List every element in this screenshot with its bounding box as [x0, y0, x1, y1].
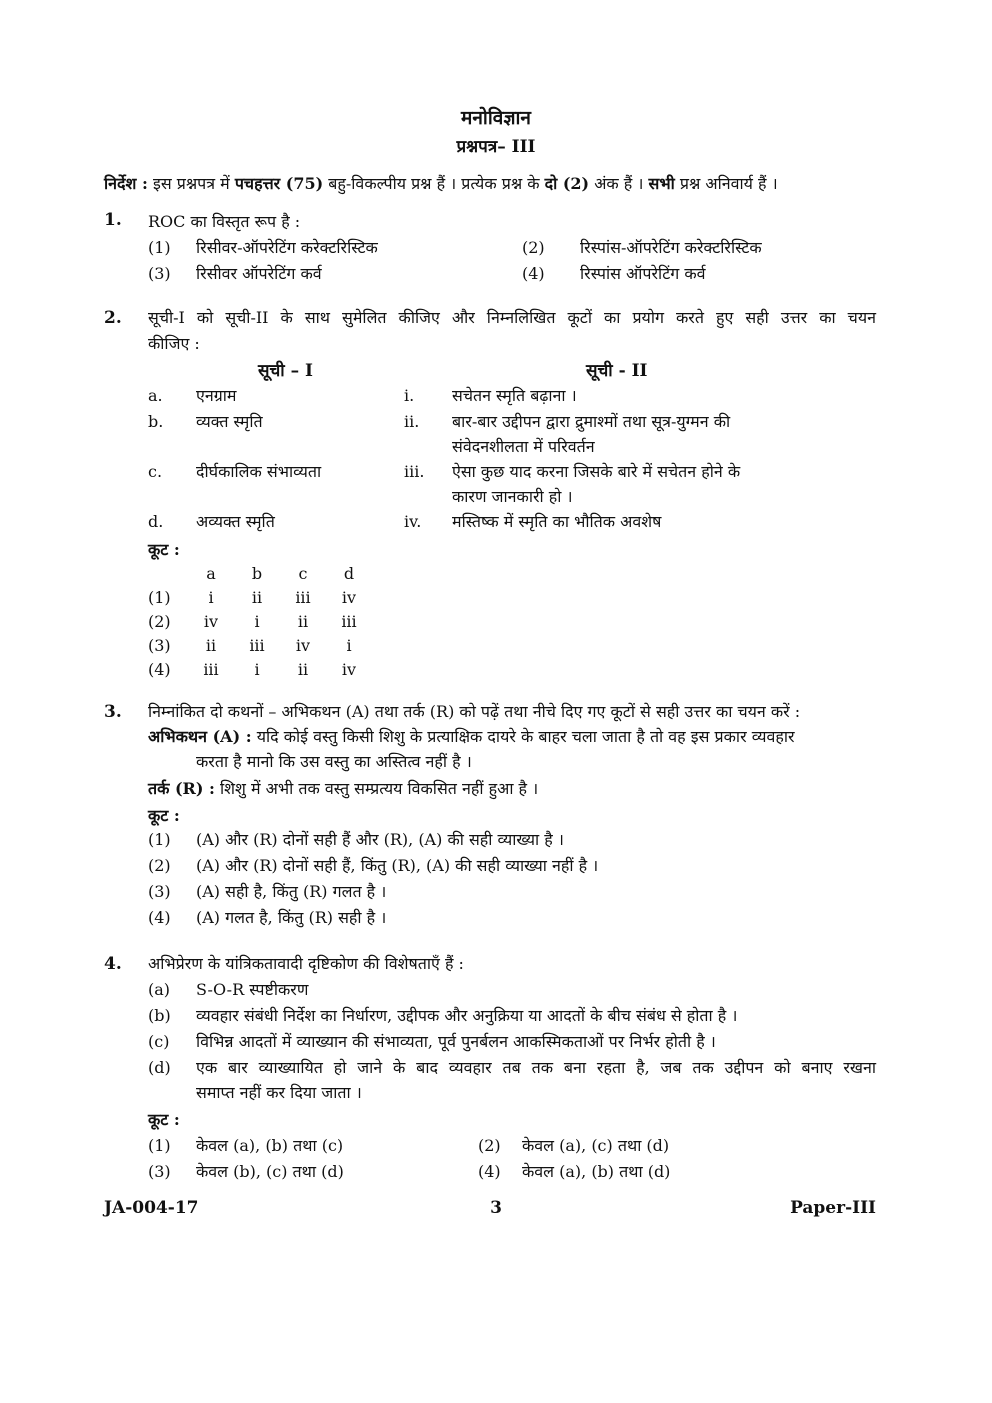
code-cell: i	[208, 588, 214, 607]
list1-key: d.	[148, 512, 164, 531]
code-head: d	[343, 564, 355, 583]
item-text: विभिन्न आदतों में व्याख्यान की संभाव्यता, पूर्व पुनर्बलन आकस्मिकताओं पर निर्भर होती है ।	[196, 1032, 716, 1051]
item-key: (d)	[148, 1058, 171, 1077]
code-cell: iv	[341, 588, 357, 607]
list2-item: मस्तिष्क में स्मृति का भौतिक अवशेष	[452, 512, 662, 531]
list2-item: बार-बार उद्दीपन द्वारा द्रुमाश्मों तथा सूत्र-युग्मन की	[452, 412, 731, 431]
question-number: 4.	[104, 954, 122, 974]
code-head: b	[251, 564, 263, 583]
code-label: कूट :	[148, 540, 180, 559]
question-count: पचहत्तर (75)	[234, 174, 324, 193]
code-label: कूट :	[148, 806, 180, 825]
list2-item: ऐसा कुछ याद करना जिसके बारे में सचेतन होने के	[452, 462, 741, 481]
option-number: (1)	[148, 1136, 171, 1155]
option-number: (2)	[522, 238, 545, 257]
list2-key: ii.	[404, 412, 420, 431]
page-number: 3	[490, 1198, 502, 1218]
question-text-cont: कीजिए :	[148, 334, 200, 353]
item-key: (c)	[148, 1032, 170, 1051]
option-number: (1)	[148, 830, 171, 849]
code-row-number: (3)	[148, 636, 171, 655]
code-cell: ii	[205, 636, 217, 655]
code-head: a	[206, 564, 216, 583]
assertion-label: अभिकथन (A) :	[148, 727, 252, 746]
item-key: (b)	[148, 1006, 171, 1025]
list1-item: व्यक्त स्मृति	[196, 412, 263, 431]
question-number: 2.	[104, 308, 122, 328]
assertion	[148, 725, 795, 747]
code-cell: i	[254, 612, 260, 631]
list1-key: a.	[148, 386, 163, 405]
list2-key: iii.	[404, 462, 425, 481]
list1-item: दीर्घकालिक संभाव्यता	[196, 462, 322, 481]
list2-item: सचेतन स्मृति बढ़ाना ।	[452, 386, 577, 405]
list1-key: c.	[148, 462, 163, 481]
instructions	[104, 172, 778, 194]
instructions-part: बहु-विकल्पीय प्रश्न हैं । प्रत्येक प्रश्न के	[328, 174, 540, 193]
question-text: सूची-I को सूची-II के साथ सुमेलित कीजिए और निम्नलिखित कूटों का प्रयोग करते हुए सही उत्तर का चयन	[148, 308, 876, 327]
code-cell: iii	[203, 660, 219, 679]
question-number: 1.	[104, 210, 122, 230]
code-cell: iv	[341, 660, 357, 679]
code-head: c	[298, 564, 308, 583]
option-text: केवल (b), (c) तथा (d)	[196, 1162, 344, 1181]
paper-title: प्रश्नपत्र– III	[456, 137, 536, 157]
code-cell: ii	[297, 612, 309, 631]
list2-heading: सूची - II	[586, 361, 648, 381]
option-text: केवल (a), (b) तथा (c)	[196, 1136, 344, 1155]
option-text: रिसीवर-ऑपरेटिंग करेक्टरिस्टिक	[196, 238, 378, 257]
option-number: (4)	[522, 264, 545, 283]
item-text-cont: समाप्त नहीं कर दिया जाता ।	[196, 1083, 362, 1102]
instructions-part: इस प्रश्नपत्र में	[152, 174, 230, 193]
list1-item: अव्यक्त स्मृति	[196, 512, 275, 531]
reason	[148, 777, 538, 799]
code-cell: i	[346, 636, 352, 655]
footer-code: JA-004-17	[104, 1198, 199, 1218]
option-text: (A) और (R) दोनों सही हैं और (R), (A) की सही व्याख्या है ।	[196, 830, 564, 849]
assertion-text-cont: करता है मानो कि उस वस्तु का अस्तित्व नहीं है ।	[196, 752, 472, 771]
option-text: केवल (a), (c) तथा (d)	[522, 1136, 670, 1155]
question-text: अभिप्रेरण के यांत्रिकतावादी दृष्टिकोण की विशेषताएँ हैं :	[148, 954, 464, 973]
code-cell: i	[254, 660, 260, 679]
code-cell: iii	[295, 588, 311, 607]
list1-item: एनग्राम	[196, 386, 237, 405]
reason-text: शिशु में अभी तक वस्तु सम्प्रत्यय विकसित नहीं हुआ है ।	[220, 779, 539, 798]
instructions-part: अंक हैं ।	[594, 174, 644, 193]
footer-paper: Paper-III	[790, 1198, 876, 1218]
option-number: (4)	[148, 908, 171, 927]
option-number: (4)	[478, 1162, 501, 1181]
item-text: S-O-R स्पष्टीकरण	[196, 980, 309, 999]
list1-heading: सूची – I	[258, 361, 313, 381]
option-text: रिस्पांस-ऑपरेटिंग करेक्टरिस्टिक	[580, 238, 762, 257]
option-text: (A) और (R) दोनों सही हैं, किंतु (R), (A) की सही व्याख्या नहीं है ।	[196, 856, 599, 875]
option-number: (3)	[148, 882, 171, 901]
question-text: निम्नांकित दो कथनों – अभिकथन (A) तथा तर्क (R) को पढ़ें तथा नीचे दिए गए कूटों से सही उत्तर का चयन करें :	[148, 702, 801, 721]
option-text: (A) गलत है, किंतु (R) सही है ।	[196, 908, 387, 927]
question-text: ROC का विस्तृत रूप है :	[148, 212, 301, 231]
subject-title: मनोविज्ञान	[461, 107, 531, 129]
item-key: (a)	[148, 980, 171, 999]
code-cell: iv	[295, 636, 311, 655]
list2-key: iv.	[404, 512, 422, 531]
list2-item-cont: कारण जानकारी हो ।	[452, 487, 573, 506]
list2-key: i.	[404, 386, 415, 405]
list2-item-cont: संवेदनशीलता में परिवर्तन	[452, 437, 595, 456]
code-label: कूट :	[148, 1110, 180, 1129]
assertion-text: यदि कोई वस्तु किसी शिशु के प्रत्याक्षिक दायरे के बाहर चला जाता है तो वह इस प्रकार व्यवहार	[256, 727, 795, 746]
code-cell: ii	[297, 660, 309, 679]
option-number: (3)	[148, 1162, 171, 1181]
list1-key: b.	[148, 412, 164, 431]
question-number: 3.	[104, 702, 122, 722]
code-row-number: (1)	[148, 588, 171, 607]
code-row-number: (4)	[148, 660, 171, 679]
instructions-part: प्रश्न अनिवार्य हैं ।	[679, 174, 778, 193]
all-word: सभी	[648, 174, 675, 193]
option-number: (3)	[148, 264, 171, 283]
marks-count: दो (2)	[544, 174, 590, 193]
instructions-label: निर्देश :	[104, 174, 148, 193]
reason-label: तर्क (R) :	[148, 779, 215, 798]
code-cell: iii	[341, 612, 357, 631]
option-text: रिस्पांस ऑपरेटिंग कर्व	[580, 264, 706, 283]
code-cell: iv	[203, 612, 219, 631]
option-text: रिसीवर ऑपरेटिंग कर्व	[196, 264, 322, 283]
option-number: (1)	[148, 238, 171, 257]
item-text: व्यवहार संबंधी निर्देश का निर्धारण, उद्दीपक और अनुक्रिया या आदतों के बीच संबंध से होता है ।	[196, 1006, 738, 1025]
code-cell: iii	[249, 636, 265, 655]
code-row-number: (2)	[148, 612, 171, 631]
code-cell: ii	[251, 588, 263, 607]
item-text: एक बार व्याख्यायित हो जाने के बाद व्यवहार तब तक बना रहता है, जब तक उद्दीपन को बनाए रखना	[196, 1058, 876, 1077]
option-number: (2)	[148, 856, 171, 875]
option-number: (2)	[478, 1136, 501, 1155]
option-text: केवल (a), (b) तथा (d)	[522, 1162, 671, 1181]
option-text: (A) सही है, किंतु (R) गलत है ।	[196, 882, 387, 901]
